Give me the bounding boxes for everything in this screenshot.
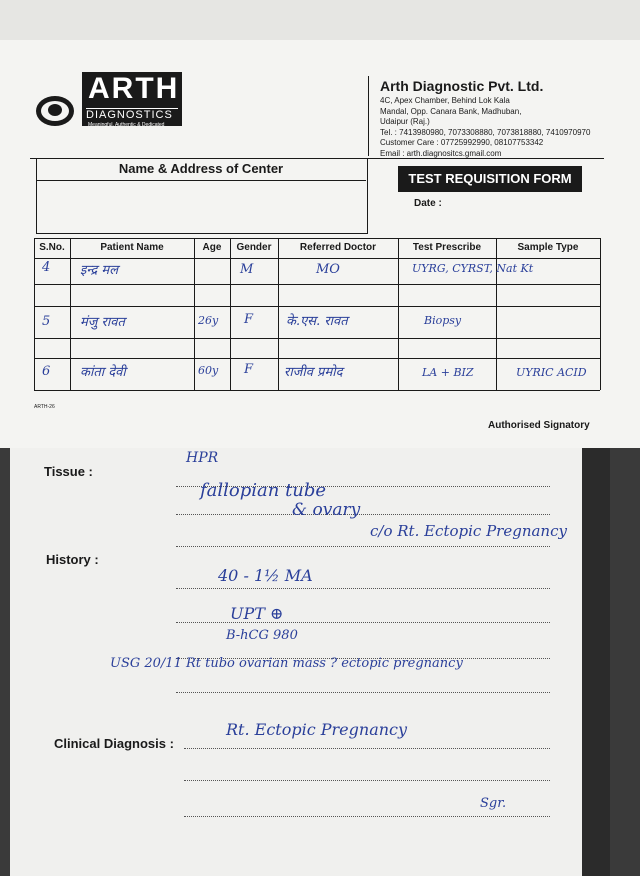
table-rule [34,238,600,239]
company-address [380,96,590,159]
logo-name: ARTH [88,72,180,105]
address-line-1: 4C, Apex Chamber, Behind Lok Kala [380,96,510,105]
cell-age: 26y [198,314,219,327]
form-code: ARTH-26 [34,404,55,410]
company-name: Arth Diagnostic Pvt. Ltd. [380,78,544,94]
table-col [398,238,399,390]
cell-gender: M [240,262,254,277]
logo-tagline: Meaningful, Authentic & Dedicated [88,122,165,128]
dotted-line [184,748,550,750]
header-divider [368,76,369,156]
cell-doctor: राजीव प्रमोद [284,365,343,380]
cell-patient-name: मंजु रावत [80,315,125,330]
th-patient-name: Patient Name [100,242,164,253]
signature: Sgr. [480,796,507,811]
table-col [600,238,601,390]
tissue-hpr: HPR [186,450,219,466]
table-rule [34,258,600,259]
tissue-ovary: & ovary [292,500,361,520]
cell-test: Biopsy [424,314,462,327]
paper-fold [0,0,640,40]
th-test-prescribe: Test Prescribe [412,242,482,253]
email: Email : arth.diagnositcs.gmail.com [380,148,502,158]
address-line-3: Udaipur (Raj.) [380,117,430,126]
clinical-diagnosis-label: Clinical Diagnosis : [54,736,174,751]
sheet-edge [582,448,610,876]
cell-sno: 6 [42,364,51,379]
history-usg: USG 20/11 Rt tubo ovarian mass ? ectopic pregnancy [110,656,463,671]
dotted-line [184,780,550,782]
tissue-label: Tissue : [44,464,93,479]
th-gender: Gender [236,242,272,253]
cell-test: LA + BIZ [422,366,474,379]
table-col [278,238,279,390]
cell-sample: UYRIC ACID [516,366,587,379]
telephone: Tel. : 7413980980, 7073308880, 7073818880, 7410970970 [380,127,591,137]
dotted-line [176,514,550,516]
cell-gender: F [244,362,254,377]
form-title: TEST REQUISITION FORM [398,166,582,192]
th-age: Age [202,242,222,253]
logo-swirl-center [48,104,62,116]
authorised-signatory: Authorised Signatory [488,420,590,431]
history-age: 40 - 1½ MA [218,566,313,585]
logo-sub: DIAGNOSTICS [86,108,178,121]
center-label: Name & Address of Center [36,158,366,181]
history-bhcg: B-hCG 980 [226,628,298,643]
cell-gender: F [244,312,254,327]
table-col [496,238,497,390]
dotted-line [176,692,550,694]
table-rule [34,306,600,307]
customer-care: Customer Care : 07725992990, 08107753342 [380,138,544,147]
address-line-2: Mandal, Opp. Canara Bank, Madhuban, [380,106,522,116]
history-label: History : [46,552,99,567]
cell-patient-name: इन्द्र मल [80,263,119,278]
table-col [230,238,231,390]
cell-sno: 4 [42,260,51,275]
company-logo [82,72,182,126]
dotted-line [176,588,550,590]
table-rule [34,390,600,391]
table-col [70,238,71,390]
th-sno: S.No. [39,242,65,253]
th-sample-type: Sample Type [517,242,579,253]
dotted-line [176,546,550,548]
cell-age: 60y [198,364,219,377]
th-referred-doctor: Referred Doctor [299,242,377,253]
cell-sample: UYRG, CYRST, Nat Kt [412,262,534,275]
cell-doctor: MO [316,262,340,277]
cell-patient-name: कांता देवी [80,365,126,380]
table-col [194,238,195,390]
table-rule [34,284,600,285]
dotted-line [184,816,550,818]
table-rule [34,338,600,339]
date-label: Date : [414,198,442,209]
cell-sno: 5 [42,314,51,329]
cell-doctor: के.एस. रावत [286,314,348,329]
history-upt: UPT ⊕ [230,604,284,623]
tissue-co: c/o Rt. Ectopic Pregnancy [370,522,567,540]
tissue-fallopian: fallopian tube [200,480,327,501]
table-col [34,238,35,390]
clinical-diagnosis-value: Rt. Ectopic Pregnancy [226,720,408,739]
table-rule [34,358,600,359]
